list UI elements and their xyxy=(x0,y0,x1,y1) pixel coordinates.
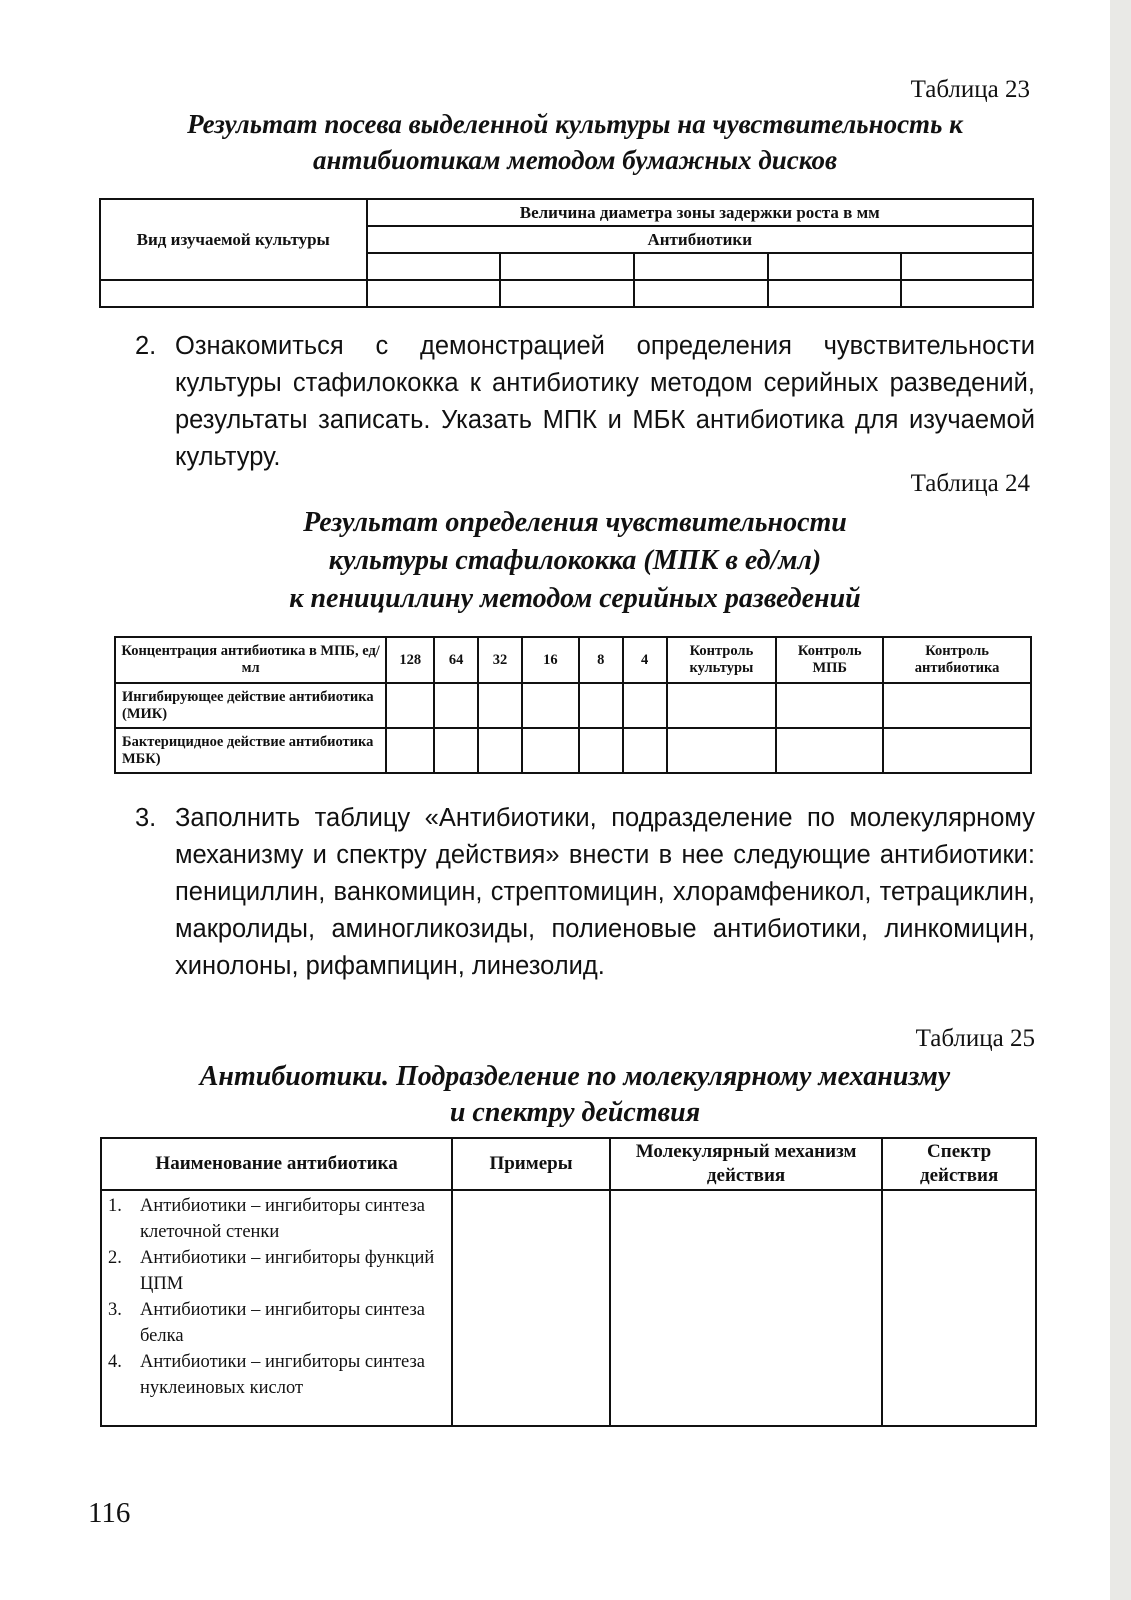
table25 xyxy=(100,1137,1037,1427)
table24-header-conc: 32 xyxy=(478,637,522,683)
list-item: 4. Антибиотики – ингибиторы синтеза нуклеиновых кислот xyxy=(108,1352,425,1398)
table24-cell xyxy=(623,683,667,728)
table24-title-line1: Результат определения чувствительности xyxy=(303,507,847,538)
table24-cell xyxy=(623,728,667,773)
table25-cell-mechanism xyxy=(610,1190,882,1426)
table24-header-control-mpb: Контроль МПБ xyxy=(776,637,883,683)
table24-cell xyxy=(667,683,777,728)
table24-header-control-antibiotic: Контроль антибиотика xyxy=(883,637,1031,683)
table24-header-concentration: Концентрация антибиотика в МПБ, ед/мл xyxy=(115,637,386,683)
table24-cell xyxy=(579,683,623,728)
table24-header-conc: 16 xyxy=(522,637,579,683)
table24-header-conc: 4 xyxy=(623,637,667,683)
table23-cell xyxy=(901,280,1033,307)
table25-title-line2: и спектру действия xyxy=(449,1097,701,1128)
instruction-number: 2. xyxy=(135,332,157,360)
table23-antibiotic-col xyxy=(768,253,902,280)
table25-header-spectrum: Спектр действия xyxy=(882,1138,1036,1190)
table24-header-conc: 8 xyxy=(579,637,623,683)
list-item: 1. Антибиотики – ингибиторы синтеза клеточной стенки xyxy=(108,1196,425,1242)
table23-label: Таблица 23 xyxy=(910,76,1030,103)
table23-cell xyxy=(634,280,768,307)
instruction-item-3 xyxy=(135,800,1035,990)
table-row xyxy=(115,683,1031,728)
table24-row-inhibitory: Ингибирующее действие антибиотика (МИК) xyxy=(115,683,386,728)
instruction-text: Заполнить таблицу «Антибиотики, подразделение по молекулярному механизму и спектру действия» внести в нее следующие антибиотики: пенициллин, ванкомицин, стрептомицин, хлорамфеникол, тетрациклин, макролиды, аминогликозиды, полиеновые антибиотики, линкомицин, хинолоны, рифампицин, линезолид. xyxy=(175,804,1035,980)
instruction-item-2 xyxy=(135,328,1035,478)
table25-title-line1: Антибиотики. Подразделение по молекулярному механизму xyxy=(199,1061,951,1092)
table23-cell xyxy=(500,280,634,307)
table24 xyxy=(114,636,1032,774)
table25-header-name: Наименование антибиотика xyxy=(101,1138,452,1190)
table23-header-diameter: Величина диаметра зоны задержки роста в мм xyxy=(367,199,1034,226)
table23-cell xyxy=(768,280,902,307)
table24-cell xyxy=(522,728,579,773)
table24-cell xyxy=(478,728,522,773)
table24-cell xyxy=(434,728,478,773)
table24-cell xyxy=(434,683,478,728)
table24-cell xyxy=(776,728,883,773)
table23-cell xyxy=(100,280,367,307)
table23-header-species: Вид изучаемой культуры xyxy=(100,199,367,280)
table25-header-examples: Примеры xyxy=(452,1138,610,1190)
table-row xyxy=(115,728,1031,773)
table24-cell xyxy=(776,683,883,728)
list-item: 2. Антибиотики – ингибиторы функций ЦПМ xyxy=(108,1248,435,1294)
table25-cell-spectrum xyxy=(882,1190,1036,1426)
instruction-text: Ознакомиться с демонстрацией определения чувствительности культуры стафилококка к антибиотику методом серийных разведений, результаты записать. Указать МПК и МБК антибиотика для изучаемой культуру. xyxy=(175,332,1035,471)
table23 xyxy=(99,198,1034,308)
table23-cell xyxy=(367,280,501,307)
table23-antibiotic-col xyxy=(634,253,768,280)
table24-title-line2: культуры стафилококка (МПК в ед/мл) xyxy=(328,545,822,576)
table23-antibiotic-col xyxy=(901,253,1033,280)
table23-header-antibiotics: Антибиотики xyxy=(367,226,1034,253)
table24-cell xyxy=(883,728,1031,773)
list-item: 3. Антибиотики – ингибиторы синтеза белка xyxy=(108,1300,425,1346)
table23-antibiotic-col xyxy=(500,253,634,280)
table24-header-control-culture: Контроль культуры xyxy=(667,637,777,683)
table24-cell xyxy=(522,683,579,728)
table23-antibiotic-col xyxy=(367,253,501,280)
table-row xyxy=(101,1190,1036,1426)
table24-cell xyxy=(883,683,1031,728)
table24-cell xyxy=(478,683,522,728)
table24-row-bactericidal: Бактерицидное действие антибиотика МБК) xyxy=(115,728,386,773)
table24-title-line3: к пенициллину методом серийных разведений xyxy=(289,583,861,614)
table-row xyxy=(100,280,1033,307)
table24-cell xyxy=(386,683,434,728)
instruction-number: 3. xyxy=(135,804,157,832)
table24-cell xyxy=(386,728,434,773)
table24-header-conc: 128 xyxy=(386,637,434,683)
table24-header-conc: 64 xyxy=(434,637,478,683)
table25-header-mechanism: Молекулярный механизм действия xyxy=(610,1138,882,1190)
table25-group-list xyxy=(101,1190,452,1426)
table23-title-line2: антибиотикам методом бумажных дисков xyxy=(312,145,838,175)
table24-cell xyxy=(667,728,777,773)
table24-label: Таблица 24 xyxy=(910,470,1030,497)
page-number: 116 xyxy=(88,1497,131,1529)
table23-title-line1: Результат посева выделенной культуры на чувствительность к xyxy=(187,109,963,139)
table25-cell-examples xyxy=(452,1190,610,1426)
table25-label: Таблица 25 xyxy=(915,1025,1035,1052)
scan-edge xyxy=(1110,0,1131,1600)
table24-cell xyxy=(579,728,623,773)
